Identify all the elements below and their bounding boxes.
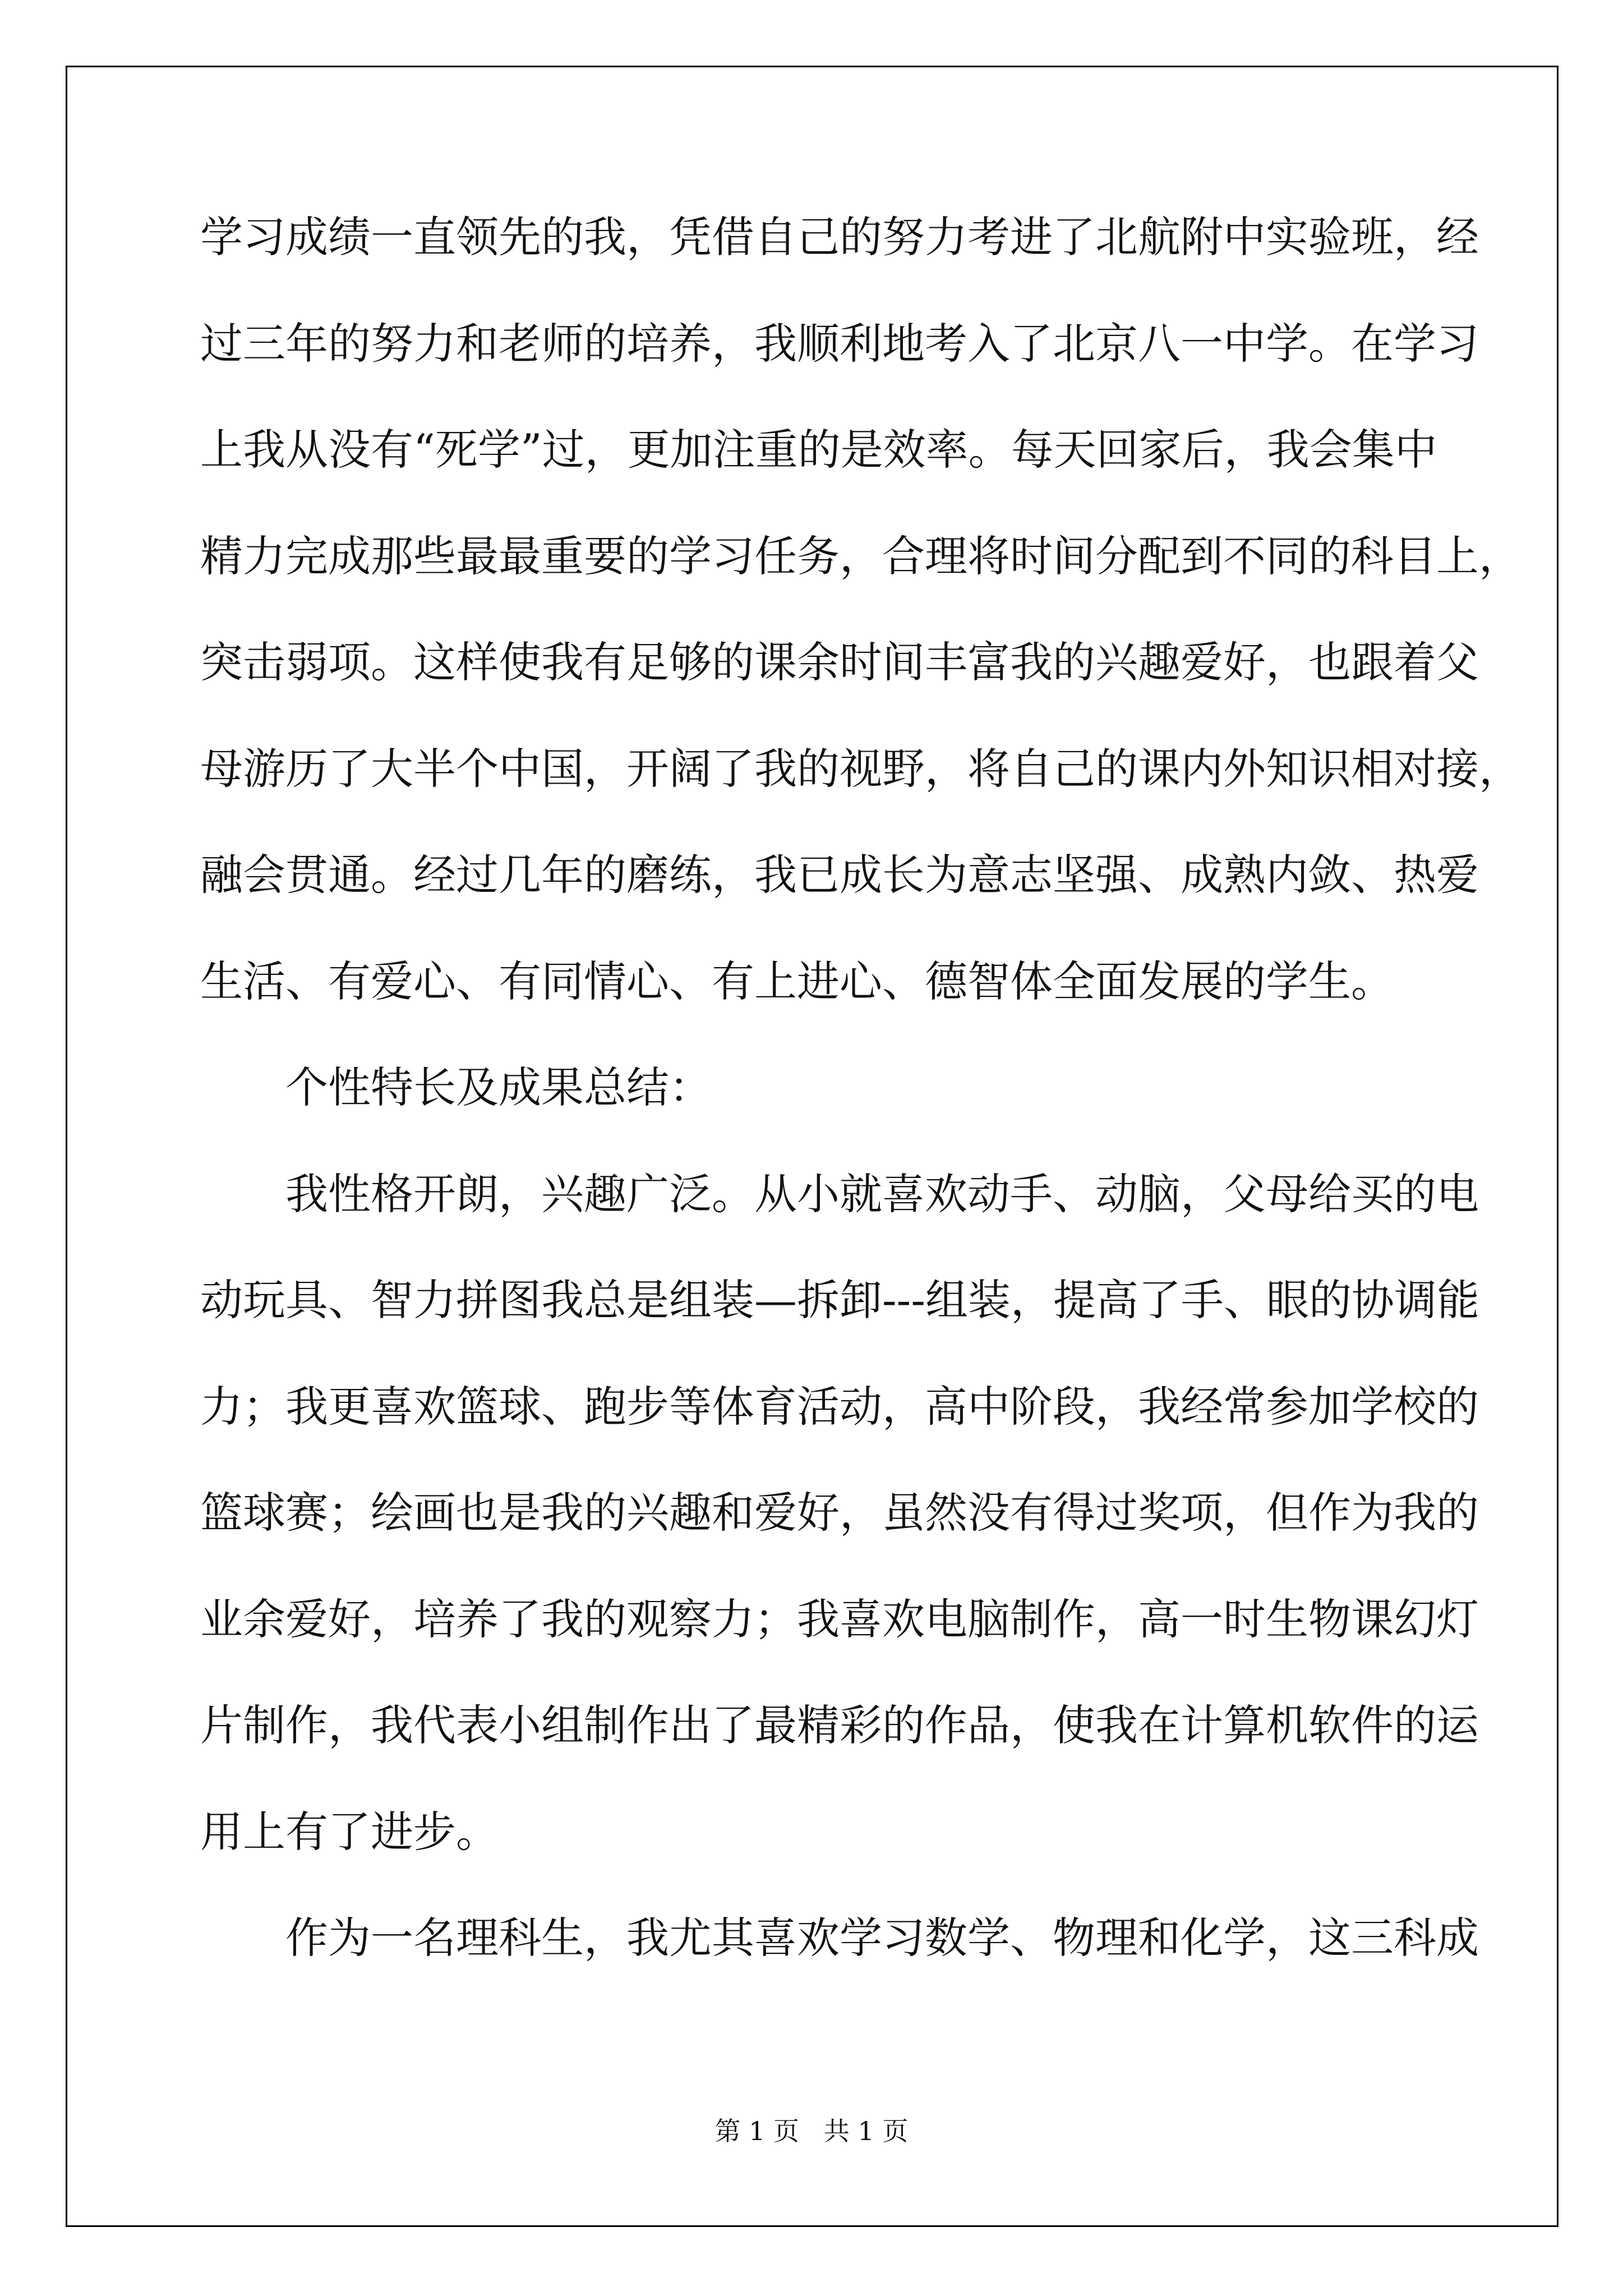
text-line: 生活、有爱心、有同情心、有上进心、德智体全面发展的学生。 <box>200 956 1394 1006</box>
text-line: 精力完成那些最最重要的学习任务，合理将时间分配到不同的科目上， <box>200 531 1521 581</box>
text-line: 融会贯通。经过几年的磨练，我已成长为意志坚强、成熟内敛、热爱 <box>200 850 1479 900</box>
text-line: 我性格开朗，兴趣广泛。从小就喜欢动手、动脑，父母给买的电 <box>285 1168 1479 1219</box>
text-line: 业余爱好，培养了我的观察力；我喜欢电脑制作，高一时生物课幻灯 <box>200 1594 1479 1644</box>
paragraph-academic <box>200 212 1521 1066</box>
text-line: 篮球赛；绘画也是我的兴趣和爱好，虽然没有得过奖项，但作为我的 <box>200 1488 1479 1538</box>
section-heading <box>200 1062 1423 1173</box>
paragraph-interests <box>200 1168 1480 1917</box>
text-line: 力；我更喜欢篮球、跑步等体育活动，高中阶段，我经常参加学校的 <box>200 1381 1479 1432</box>
text-line: 过三年的努力和老师的培养，我顺利地考入了北京八一中学。在学习 <box>200 318 1479 369</box>
document-body <box>200 212 1521 2023</box>
text-line: 上我从没有“死学”过，更加注重的是效率。每天回家后，我会集中 <box>200 425 1437 475</box>
text-line: 用上有了进步。 <box>200 1806 499 1857</box>
text-line: 片制作，我代表小组制作出了最精彩的作品，使我在计算机软件的运 <box>200 1700 1479 1750</box>
text-line: 母游历了大半个中国，开阔了我的视野，将自己的课内外知识相对接， <box>200 743 1521 794</box>
text-line: 作为一名理科生，我尤其喜欢学习数学、物理和化学，这三科成 <box>285 1913 1479 1963</box>
text-line: 动玩具、智力拼图我总是组装—拆卸---组装，提高了手、眼的协调能 <box>200 1275 1480 1325</box>
text-line: 突击弱项。这样使我有足够的课余时间丰富我的兴趣爱好，也跟着父 <box>200 637 1479 687</box>
paragraph-science <box>200 1913 1479 2023</box>
page-number-footer: 第 1 页 共 1 页 <box>714 2116 909 2146</box>
text-line: 个性特长及成果总结： <box>285 1062 712 1112</box>
text-line: 学习成绩一直领先的我，凭借自己的努力考进了北航附中实验班，经 <box>200 212 1479 262</box>
